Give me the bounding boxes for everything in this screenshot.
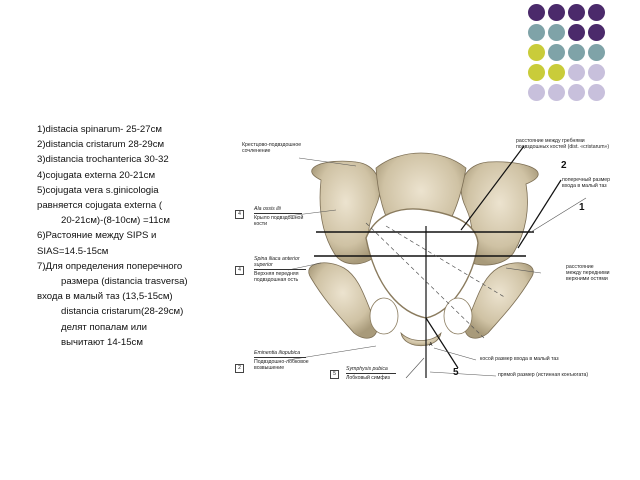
box-5: 5	[330, 370, 339, 379]
decorative-dot	[548, 24, 565, 41]
decorative-dot	[548, 64, 565, 81]
label-transverse: поперечный размер входа в малый таз	[562, 177, 611, 189]
decorative-dot	[528, 84, 545, 101]
note-line: SIAS=14.5-15см	[37, 245, 109, 257]
marker-2: 2	[561, 160, 567, 171]
label-dist-crest: расстояние между гребнями подвздошных костей (dist. «cristarum»)	[516, 138, 610, 150]
decorative-dot	[588, 44, 605, 61]
decorative-dot	[588, 24, 605, 41]
decorative-dot	[588, 64, 605, 81]
note-line: 7)Для определения поперечного	[37, 260, 183, 272]
decorative-dot	[568, 4, 585, 21]
decorative-dot-grid	[528, 4, 628, 104]
box-4b: 4	[235, 266, 244, 275]
marker-5: 5	[453, 367, 459, 378]
note-line: 3)distancia trochanterica 30-32	[37, 154, 169, 166]
label-spina: Spina iliaca anterior superior Верхняя передняя подвздошная ость	[254, 256, 306, 283]
note-line: 6)Растояние между SIPS и	[37, 230, 157, 242]
decorative-dot	[528, 24, 545, 41]
decorative-dot	[568, 44, 585, 61]
label-eminentia: Eminentia iliopubica Подвздошно-лобковое возвышение	[254, 350, 309, 371]
decorative-dot	[548, 4, 565, 21]
right-ischium	[465, 263, 533, 338]
pubic-symphysis	[401, 333, 441, 346]
decorative-dot	[588, 4, 605, 21]
note-line: 1)distacia spinarum- 25-27см	[37, 124, 162, 135]
note-line: 2)distancia cristarum 28-29см	[37, 139, 165, 151]
label-symphysis: Symphysis pubica Лобковый симфиз	[346, 366, 396, 381]
measurement-notes	[37, 122, 237, 350]
note-line: distancia cristarum(28-29см)	[61, 306, 184, 318]
note-line: 4)cojugata externa 20-21см	[37, 169, 156, 181]
note-line: входа в малый таз (13,5-15см)	[37, 291, 173, 303]
decorative-dot	[528, 64, 545, 81]
note-line: вычитают 14-15см	[61, 336, 143, 348]
note-line: делят попалам или	[61, 321, 148, 333]
note-line: равняется cojugata externa (	[37, 200, 163, 212]
box-2: 2	[235, 364, 244, 373]
note-line: 5)cojugata vera s.ginicologia	[37, 184, 159, 196]
box-4a: 4	[235, 210, 244, 219]
decorative-dot	[528, 4, 545, 21]
label-oblique: косой размер входа в малый таз	[480, 356, 559, 362]
label-dist-spines: расстояние между передними верхними остями	[566, 264, 610, 282]
decorative-dot	[568, 24, 585, 41]
pelvis-diagram	[226, 128, 611, 393]
left-ischium	[309, 263, 377, 338]
decorative-dot	[568, 64, 585, 81]
note-line: 20-21см)-(8-10см) =11см	[61, 215, 170, 227]
decorative-dot	[588, 84, 605, 101]
note-line: размера (distancia trasversa)	[61, 276, 188, 288]
decorative-dot	[528, 44, 545, 61]
decorative-dot	[548, 44, 565, 61]
label-sacroiliac: Крестцово-подвздошное сочленение	[242, 142, 302, 154]
label-straight: прямой размер (истинная конъюгата)	[498, 372, 589, 378]
decorative-dot	[568, 84, 585, 101]
decorative-dot	[548, 84, 565, 101]
marker-1: 1	[579, 202, 585, 213]
label-a: A	[429, 342, 433, 348]
label-ala: Ala ossis ilii Крыло подвздошной кости	[254, 206, 304, 227]
